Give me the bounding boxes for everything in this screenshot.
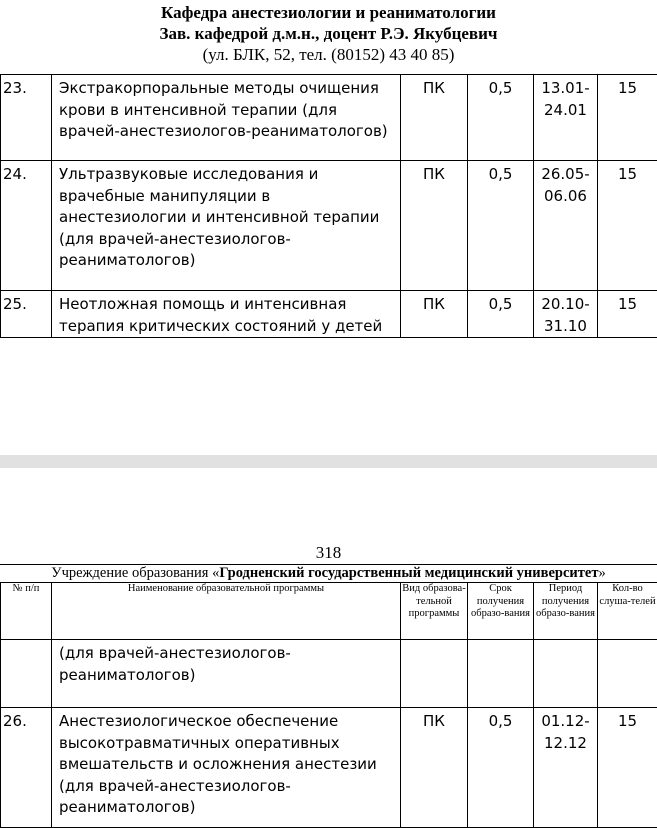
header-period: Период получения образо-вания xyxy=(534,583,598,640)
table-row xyxy=(1,161,657,291)
row-number: 26. xyxy=(1,708,52,828)
listener-count: 15 xyxy=(598,161,657,291)
program-duration: 0,5 xyxy=(468,708,534,828)
program-duration: 0,5 xyxy=(468,161,534,291)
listener-count: 15 xyxy=(598,708,657,828)
program-period xyxy=(534,640,598,708)
table-row xyxy=(1,75,657,161)
institution-suffix: » xyxy=(598,565,605,581)
program-type: ПК xyxy=(401,161,468,291)
page-separator xyxy=(0,455,657,468)
program-duration: 0,5 xyxy=(468,75,534,161)
programs-table-bottom xyxy=(0,582,657,828)
header-num: № п/п xyxy=(1,583,52,640)
program-period: 20.10-31.10 xyxy=(534,291,598,338)
table-row xyxy=(1,291,657,338)
row-number: 23. xyxy=(1,75,52,161)
department-address: (ул. БЛК, 52, тел. (80152) 43 40 85) xyxy=(0,44,657,65)
program-type: ПК xyxy=(401,75,468,161)
program-name: Ультразвуковые исследования и врачебные манипуляции в анестезиологии и интенсивной терапии (для врачей-анестезиологов-реаниматологов) xyxy=(52,161,401,291)
header-type: Вид образова-тельной программы xyxy=(401,583,468,640)
programs-table-top xyxy=(0,74,657,338)
table-row-continuation xyxy=(1,640,657,708)
program-type: ПК xyxy=(401,708,468,828)
listener-count: 15 xyxy=(598,291,657,338)
institution-prefix: Учреждение образования « xyxy=(51,565,219,581)
page-number: 318 xyxy=(0,543,657,563)
table-row xyxy=(1,708,657,828)
program-duration xyxy=(468,640,534,708)
program-name: Анестезиологическое обеспечение высокотравматичных оперативных вмешательств и осложнения анестезии (для врачей-анестезиологов-реаниматологов) xyxy=(52,708,401,828)
program-name: Неотложная помощь и интенсивная терапия критических состояний у детей xyxy=(52,291,401,338)
program-period: 26.05-06.06 xyxy=(534,161,598,291)
document-page-bottom xyxy=(0,468,657,827)
program-period: 01.12-12.12 xyxy=(534,708,598,828)
department-title: Кафедра анестезиологии и реаниматологии xyxy=(0,0,657,23)
table-header-row xyxy=(1,583,657,640)
row-number xyxy=(1,640,52,708)
institution-header xyxy=(0,564,657,583)
department-header xyxy=(0,0,657,74)
program-name: Экстракорпоральные методы очищения крови в интенсивной терапии (для врачей-анестезиологов-реаниматологов) xyxy=(52,75,401,161)
listener-count: 15 xyxy=(598,75,657,161)
header-count: Кол-во слуша-телей xyxy=(598,583,657,640)
department-head: Зав. кафедрой д.м.н., доцент Р.Э. Якубцевич xyxy=(0,23,657,44)
program-type xyxy=(401,640,468,708)
row-number: 24. xyxy=(1,161,52,291)
header-duration: Срок получения образо-вания xyxy=(468,583,534,640)
program-period: 13.01-24.01 xyxy=(534,75,598,161)
row-number: 25. xyxy=(1,291,52,338)
program-type: ПК xyxy=(401,291,468,338)
program-name-continuation: (для врачей-анестезиологов-реаниматологов) xyxy=(52,640,401,708)
institution-name: Гродненский государственный медицинский университет xyxy=(219,565,598,581)
program-duration: 0,5 xyxy=(468,291,534,338)
listener-count xyxy=(598,640,657,708)
header-name: Наименование образовательной программы xyxy=(52,583,401,640)
